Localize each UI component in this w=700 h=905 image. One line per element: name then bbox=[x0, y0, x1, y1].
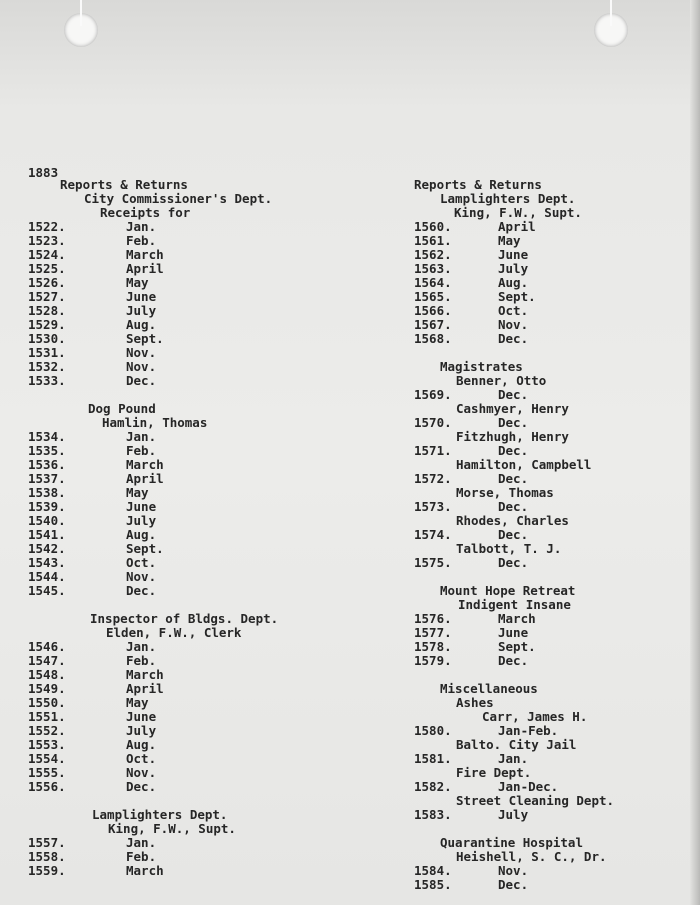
record-entry bbox=[414, 332, 694, 346]
record-entry bbox=[28, 248, 308, 262]
section-heading bbox=[414, 584, 694, 598]
record-number: 1561. bbox=[414, 233, 452, 248]
spacer bbox=[414, 570, 694, 584]
record-number: 1542. bbox=[28, 541, 66, 556]
section-heading bbox=[414, 696, 694, 710]
record-period: July bbox=[498, 261, 529, 276]
record-number: 1523. bbox=[28, 233, 66, 248]
record-period: Nov. bbox=[498, 317, 529, 332]
record-number: 1569. bbox=[414, 387, 452, 402]
record-entry bbox=[28, 584, 308, 598]
record-period: Aug. bbox=[126, 737, 157, 752]
record-period: Feb. bbox=[126, 849, 157, 864]
record-number: 1531. bbox=[28, 345, 66, 360]
record-period: Feb. bbox=[126, 653, 157, 668]
record-entry bbox=[28, 430, 308, 444]
record-entry bbox=[414, 318, 694, 332]
heading-text: Elden, F.W., Clerk bbox=[106, 625, 242, 640]
record-entry bbox=[28, 360, 308, 374]
record-entry bbox=[414, 472, 694, 486]
left-column bbox=[28, 178, 308, 878]
record-entry bbox=[28, 542, 308, 556]
record-period: Jan. bbox=[126, 219, 157, 234]
record-period: Jan. bbox=[126, 835, 157, 850]
record-entry bbox=[28, 220, 308, 234]
record-entry bbox=[414, 220, 694, 234]
record-entry bbox=[414, 878, 694, 892]
record-entry bbox=[414, 752, 694, 766]
record-number: 1570. bbox=[414, 415, 452, 430]
record-number: 1540. bbox=[28, 513, 66, 528]
section-heading bbox=[28, 626, 308, 640]
heading-text: Fire Dept. bbox=[456, 765, 532, 780]
record-entry bbox=[414, 234, 694, 248]
record-number: 1534. bbox=[28, 429, 66, 444]
record-entry bbox=[28, 668, 308, 682]
section-heading bbox=[28, 416, 308, 430]
record-number: 1571. bbox=[414, 443, 452, 458]
record-entry bbox=[28, 318, 308, 332]
heading-text: Hamlin, Thomas bbox=[102, 415, 208, 430]
record-period: Dec. bbox=[498, 555, 529, 570]
record-number: 1577. bbox=[414, 625, 452, 640]
heading-text: Lamplighters Dept. bbox=[440, 191, 576, 206]
section-heading bbox=[414, 514, 694, 528]
record-number: 1565. bbox=[414, 289, 452, 304]
record-entry bbox=[414, 290, 694, 304]
section-heading bbox=[28, 822, 308, 836]
heading-text: Reports & Returns bbox=[414, 177, 542, 192]
spacer bbox=[414, 822, 694, 836]
record-entry bbox=[28, 850, 308, 864]
record-period: Jan-Dec. bbox=[498, 779, 559, 794]
record-period: Feb. bbox=[126, 443, 157, 458]
record-period: Jan. bbox=[498, 751, 529, 766]
record-entry bbox=[414, 262, 694, 276]
record-period: May bbox=[498, 233, 521, 248]
record-entry bbox=[414, 626, 694, 640]
heading-text: Reports & Returns bbox=[60, 177, 188, 192]
record-period: March bbox=[126, 247, 164, 262]
record-period: March bbox=[498, 611, 536, 626]
record-entry bbox=[28, 276, 308, 290]
record-number: 1584. bbox=[414, 863, 452, 878]
record-number: 1537. bbox=[28, 471, 66, 486]
record-period: Oct. bbox=[126, 751, 157, 766]
record-entry bbox=[414, 248, 694, 262]
record-period: Nov. bbox=[126, 569, 157, 584]
record-entry bbox=[28, 752, 308, 766]
section-heading bbox=[414, 360, 694, 374]
record-period: Dec. bbox=[498, 415, 529, 430]
record-period: Dec. bbox=[498, 653, 529, 668]
section-heading bbox=[414, 710, 694, 724]
record-entry bbox=[414, 780, 694, 794]
record-entry bbox=[414, 416, 694, 430]
record-entry bbox=[28, 290, 308, 304]
record-number: 1554. bbox=[28, 751, 66, 766]
record-number: 1559. bbox=[28, 863, 66, 878]
heading-text: Magistrates bbox=[440, 359, 523, 374]
record-period: Sept. bbox=[498, 639, 536, 654]
record-period: June bbox=[126, 709, 157, 724]
record-period: Dec. bbox=[498, 527, 529, 542]
record-entry bbox=[414, 654, 694, 668]
heading-text: Lamplighters Dept. bbox=[92, 807, 228, 822]
record-entry bbox=[414, 528, 694, 542]
heading-text: Balto. City Jail bbox=[456, 737, 577, 752]
record-period: Oct. bbox=[498, 303, 529, 318]
record-period: Nov. bbox=[126, 359, 157, 374]
record-number: 1568. bbox=[414, 331, 452, 346]
heading-text: Street Cleaning Dept. bbox=[456, 793, 615, 808]
record-number: 1557. bbox=[28, 835, 66, 850]
record-period: July bbox=[126, 513, 157, 528]
spacer bbox=[28, 794, 308, 808]
record-number: 1530. bbox=[28, 331, 66, 346]
record-period: June bbox=[498, 247, 529, 262]
record-entry bbox=[414, 304, 694, 318]
record-number: 1581. bbox=[414, 751, 452, 766]
record-number: 1543. bbox=[28, 555, 66, 570]
binder-pin-right bbox=[610, 0, 612, 26]
record-period: Sept. bbox=[126, 331, 164, 346]
heading-text: King, F.W., Supt. bbox=[108, 821, 236, 836]
record-number: 1522. bbox=[28, 219, 66, 234]
record-period: July bbox=[126, 303, 157, 318]
record-entry bbox=[28, 346, 308, 360]
record-number: 1529. bbox=[28, 317, 66, 332]
record-number: 1562. bbox=[414, 247, 452, 262]
record-period: April bbox=[126, 471, 164, 486]
record-period: April bbox=[498, 219, 536, 234]
record-entry bbox=[28, 710, 308, 724]
record-entry bbox=[28, 458, 308, 472]
record-entry bbox=[414, 808, 694, 822]
record-period: Dec. bbox=[498, 499, 529, 514]
section-heading bbox=[414, 836, 694, 850]
record-entry bbox=[28, 836, 308, 850]
record-period: Jan. bbox=[126, 429, 157, 444]
record-number: 1572. bbox=[414, 471, 452, 486]
record-entry bbox=[28, 682, 308, 696]
heading-text: Indigent Insane bbox=[458, 597, 571, 612]
record-period: June bbox=[126, 499, 157, 514]
section-heading bbox=[414, 374, 694, 388]
record-period: Sept. bbox=[498, 289, 536, 304]
record-number: 1527. bbox=[28, 289, 66, 304]
spacer bbox=[28, 598, 308, 612]
record-period: Dec. bbox=[126, 583, 157, 598]
record-entry bbox=[28, 780, 308, 794]
heading-text: Miscellaneous bbox=[440, 681, 538, 696]
spacer bbox=[28, 388, 308, 402]
record-entry bbox=[28, 640, 308, 654]
record-entry bbox=[414, 276, 694, 290]
section-heading bbox=[28, 192, 308, 206]
spacer bbox=[414, 668, 694, 682]
record-entry bbox=[28, 556, 308, 570]
record-entry bbox=[28, 724, 308, 738]
heading-text: City Commissioner's Dept. bbox=[84, 191, 273, 206]
record-period: Aug. bbox=[498, 275, 529, 290]
heading-text: Hamilton, Campbell bbox=[456, 457, 592, 472]
section-heading bbox=[28, 206, 308, 220]
record-period: June bbox=[498, 625, 529, 640]
record-period: Dec. bbox=[498, 331, 529, 346]
record-number: 1552. bbox=[28, 723, 66, 738]
record-number: 1526. bbox=[28, 275, 66, 290]
record-entry bbox=[28, 528, 308, 542]
record-entry bbox=[28, 738, 308, 752]
record-period: March bbox=[126, 667, 164, 682]
heading-text: Quarantine Hospital bbox=[440, 835, 583, 850]
record-period: Jan-Feb. bbox=[498, 723, 559, 738]
record-number: 1525. bbox=[28, 261, 66, 276]
record-number: 1548. bbox=[28, 667, 66, 682]
record-number: 1549. bbox=[28, 681, 66, 696]
record-period: Oct. bbox=[126, 555, 157, 570]
record-entry bbox=[28, 570, 308, 584]
record-entry bbox=[28, 304, 308, 318]
heading-text: Cashmyer, Henry bbox=[456, 401, 569, 416]
record-number: 1567. bbox=[414, 317, 452, 332]
record-entry bbox=[414, 388, 694, 402]
record-period: March bbox=[126, 863, 164, 878]
record-number: 1533. bbox=[28, 373, 66, 388]
record-period: Dec. bbox=[126, 779, 157, 794]
record-number: 1553. bbox=[28, 737, 66, 752]
section-heading bbox=[414, 458, 694, 472]
heading-text: Fitzhugh, Henry bbox=[456, 429, 569, 444]
record-number: 1546. bbox=[28, 639, 66, 654]
record-number: 1544. bbox=[28, 569, 66, 584]
record-period: Sept. bbox=[126, 541, 164, 556]
section-heading bbox=[414, 192, 694, 206]
heading-text: Talbott, T. J. bbox=[456, 541, 562, 556]
heading-text: Benner, Otto bbox=[456, 373, 547, 388]
record-period: Nov. bbox=[498, 863, 529, 878]
record-period: June bbox=[126, 289, 157, 304]
record-entry bbox=[28, 444, 308, 458]
section-heading bbox=[28, 178, 308, 192]
record-number: 1524. bbox=[28, 247, 66, 262]
section-heading bbox=[28, 612, 308, 626]
record-period: April bbox=[126, 681, 164, 696]
record-period: April bbox=[126, 261, 164, 276]
record-entry bbox=[414, 556, 694, 570]
record-entry bbox=[28, 374, 308, 388]
record-period: Dec. bbox=[498, 471, 529, 486]
section-heading bbox=[414, 486, 694, 500]
heading-text: Inspector of Bldgs. Dept. bbox=[90, 611, 279, 626]
record-entry bbox=[28, 234, 308, 248]
record-number: 1582. bbox=[414, 779, 452, 794]
record-period: March bbox=[126, 457, 164, 472]
year-heading: 1883 bbox=[28, 165, 59, 180]
record-number: 1579. bbox=[414, 653, 452, 668]
section-heading bbox=[28, 808, 308, 822]
record-entry bbox=[414, 612, 694, 626]
heading-text: Receipts for bbox=[100, 205, 191, 220]
record-number: 1538. bbox=[28, 485, 66, 500]
record-number: 1566. bbox=[414, 303, 452, 318]
record-entry bbox=[28, 486, 308, 500]
section-heading bbox=[414, 850, 694, 864]
record-period: Nov. bbox=[126, 765, 157, 780]
record-number: 1558. bbox=[28, 849, 66, 864]
record-number: 1580. bbox=[414, 723, 452, 738]
heading-text: Dog Pound bbox=[88, 401, 156, 416]
section-heading bbox=[414, 598, 694, 612]
record-entry bbox=[414, 724, 694, 738]
heading-text: Morse, Thomas bbox=[456, 485, 554, 500]
record-number: 1532. bbox=[28, 359, 66, 374]
record-period: May bbox=[126, 695, 149, 710]
section-heading bbox=[414, 430, 694, 444]
section-heading bbox=[414, 542, 694, 556]
record-period: July bbox=[498, 807, 529, 822]
section-heading bbox=[414, 794, 694, 808]
record-number: 1564. bbox=[414, 275, 452, 290]
section-heading bbox=[414, 766, 694, 780]
record-number: 1551. bbox=[28, 709, 66, 724]
record-entry bbox=[28, 500, 308, 514]
record-number: 1575. bbox=[414, 555, 452, 570]
heading-text: Ashes bbox=[456, 695, 494, 710]
record-number: 1541. bbox=[28, 527, 66, 542]
record-number: 1547. bbox=[28, 653, 66, 668]
record-number: 1576. bbox=[414, 611, 452, 626]
record-period: May bbox=[126, 275, 149, 290]
record-period: Jan. bbox=[126, 639, 157, 654]
heading-text: Heishell, S. C., Dr. bbox=[456, 849, 607, 864]
record-number: 1583. bbox=[414, 807, 452, 822]
section-heading bbox=[414, 738, 694, 752]
record-entry bbox=[28, 514, 308, 528]
record-number: 1574. bbox=[414, 527, 452, 542]
record-entry bbox=[28, 472, 308, 486]
record-number: 1528. bbox=[28, 303, 66, 318]
record-period: Dec. bbox=[498, 443, 529, 458]
record-number: 1556. bbox=[28, 779, 66, 794]
section-heading bbox=[28, 402, 308, 416]
heading-text: Mount Hope Retreat bbox=[440, 583, 576, 598]
record-entry bbox=[28, 654, 308, 668]
record-entry bbox=[28, 696, 308, 710]
record-number: 1535. bbox=[28, 443, 66, 458]
record-entry bbox=[28, 864, 308, 878]
spacer bbox=[414, 346, 694, 360]
record-period: Nov. bbox=[126, 345, 157, 360]
record-period: Dec. bbox=[126, 373, 157, 388]
record-period: May bbox=[126, 485, 149, 500]
heading-text: Carr, James H. bbox=[482, 709, 588, 724]
record-entry bbox=[414, 500, 694, 514]
record-number: 1545. bbox=[28, 583, 66, 598]
binder-pin-left bbox=[80, 0, 82, 26]
record-period: Dec. bbox=[498, 877, 529, 892]
record-entry bbox=[28, 332, 308, 346]
record-number: 1539. bbox=[28, 499, 66, 514]
record-period: Aug. bbox=[126, 317, 157, 332]
record-number: 1573. bbox=[414, 499, 452, 514]
section-heading bbox=[414, 206, 694, 220]
record-entry bbox=[414, 640, 694, 654]
section-heading bbox=[414, 402, 694, 416]
record-number: 1563. bbox=[414, 261, 452, 276]
record-period: Aug. bbox=[126, 527, 157, 542]
record-number: 1578. bbox=[414, 639, 452, 654]
record-entry bbox=[28, 766, 308, 780]
record-entry bbox=[414, 444, 694, 458]
right-column bbox=[414, 178, 694, 892]
record-entry bbox=[414, 864, 694, 878]
record-number: 1550. bbox=[28, 695, 66, 710]
section-heading bbox=[414, 682, 694, 696]
record-number: 1536. bbox=[28, 457, 66, 472]
heading-text: Rhodes, Charles bbox=[456, 513, 569, 528]
record-number: 1585. bbox=[414, 877, 452, 892]
record-period: Feb. bbox=[126, 233, 157, 248]
record-number: 1560. bbox=[414, 219, 452, 234]
section-heading bbox=[414, 178, 694, 192]
record-entry bbox=[28, 262, 308, 276]
record-period: July bbox=[126, 723, 157, 738]
record-number: 1555. bbox=[28, 765, 66, 780]
record-period: Dec. bbox=[498, 387, 529, 402]
heading-text: King, F.W., Supt. bbox=[454, 205, 582, 220]
